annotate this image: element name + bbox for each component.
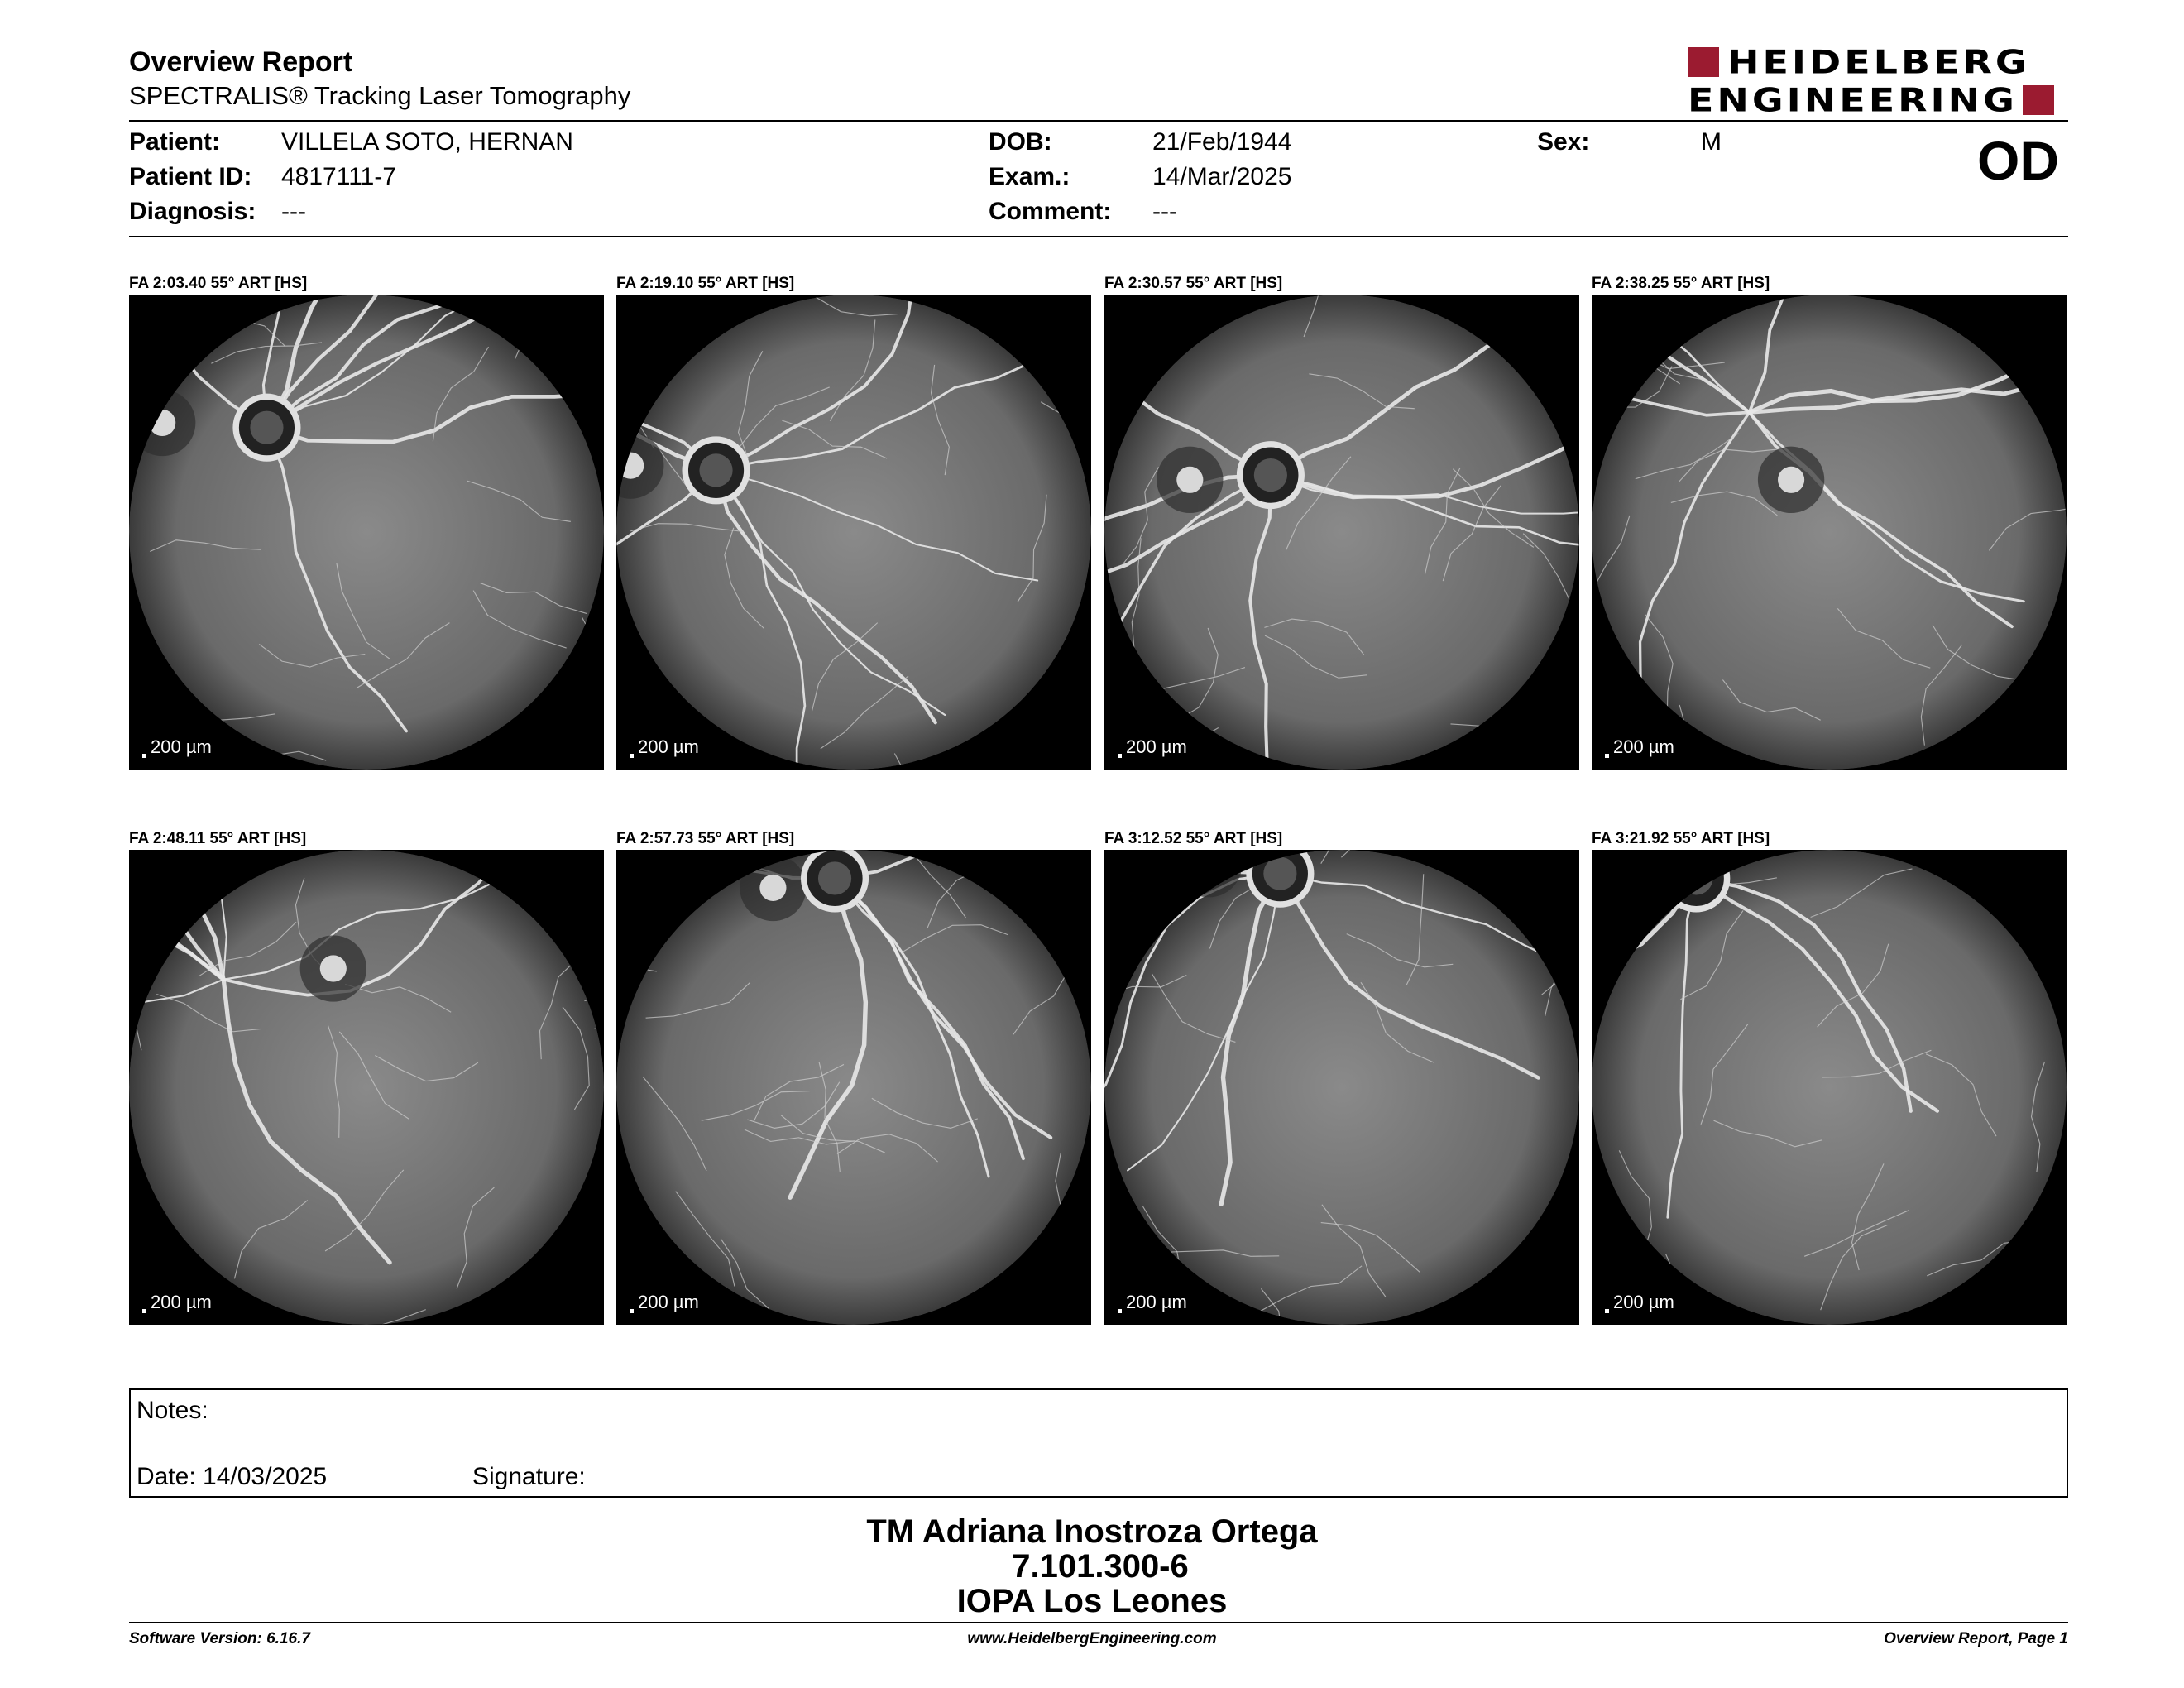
comment-value: --- <box>1152 198 1177 225</box>
fundus-render <box>1104 295 1579 770</box>
fundus-render <box>129 850 604 1325</box>
image-caption: FA 2:48.11 55° ART [HS] <box>129 830 307 847</box>
logo-red-square-icon <box>1688 47 1719 77</box>
logo-word-heidelberg: HEIDELBERG <box>1727 43 2030 81</box>
exam-value: 14/Mar/2025 <box>1152 163 1292 190</box>
report-subtitle: SPECTRALIS® Tracking Laser Tomography <box>129 81 631 110</box>
dob-label: DOB: <box>989 128 1052 156</box>
software-version: Software Version: 6.16.7 <box>129 1630 310 1647</box>
patient-name: VILLELA SOTO, HERNAN <box>281 128 573 156</box>
fundus-image[interactable] <box>1104 295 1579 770</box>
signer-institution: IOPA Los Leones <box>956 1583 1228 1619</box>
diagnosis-label: Diagnosis: <box>129 198 256 225</box>
fundus-image[interactable] <box>129 850 604 1325</box>
patient-label: Patient: <box>129 128 221 156</box>
signer-name: TM Adriana Inostroza Ortega <box>866 1513 1318 1550</box>
exam-label: Exam.: <box>989 163 1070 190</box>
logo-red-square-icon <box>2023 85 2054 115</box>
scale-bar: 200 µm <box>1605 1292 1674 1313</box>
header-divider <box>129 120 2068 122</box>
fundus-render <box>1104 850 1579 1325</box>
footer-divider <box>129 1622 2068 1623</box>
scale-bar: 200 µm <box>630 736 699 758</box>
logo-row-2 <box>1688 83 2054 117</box>
fundus-image[interactable] <box>616 295 1091 770</box>
dob-value: 21/Feb/1944 <box>1152 128 1292 156</box>
fundus-image[interactable] <box>1592 295 2067 770</box>
comment-label: Comment: <box>989 198 1112 225</box>
image-caption: FA 2:30.57 55° ART [HS] <box>1104 275 1283 292</box>
sex-value: M <box>1701 128 1722 156</box>
image-caption: FA 3:12.52 55° ART [HS] <box>1104 830 1283 847</box>
fundus-render <box>616 295 1091 770</box>
notes-box[interactable] <box>129 1388 2068 1498</box>
fundus-image[interactable] <box>129 295 604 770</box>
fundus-image[interactable] <box>616 850 1091 1325</box>
scale-bar: 200 µm <box>1605 736 1674 758</box>
logo-word-engineering: ENGINEERING <box>1688 81 2018 119</box>
diagnosis-value: --- <box>281 198 306 225</box>
sex-label: Sex: <box>1537 128 1590 156</box>
eye-laterality: OD <box>1977 130 2059 191</box>
image-caption: FA 2:57.73 55° ART [HS] <box>616 830 795 847</box>
image-caption: FA 2:19.10 55° ART [HS] <box>616 275 795 292</box>
page-number: Overview Report, Page 1 <box>1884 1630 2068 1647</box>
heidelberg-logo <box>1688 45 2068 119</box>
patient-id-label: Patient ID: <box>129 163 252 190</box>
fundus-image[interactable] <box>1104 850 1579 1325</box>
fundus-render <box>1592 850 2067 1325</box>
image-caption: FA 2:03.40 55° ART [HS] <box>129 275 308 292</box>
date-label: Date: 14/03/2025 <box>136 1463 328 1490</box>
patient-divider <box>129 236 2068 237</box>
fundus-render <box>616 850 1091 1325</box>
fundus-render <box>129 295 604 770</box>
logo-row-1 <box>1688 45 2030 79</box>
notes-label: Notes: <box>136 1397 208 1424</box>
image-caption: FA 2:38.25 55° ART [HS] <box>1592 275 1770 292</box>
report-title: Overview Report <box>129 46 353 78</box>
scale-bar: 200 µm <box>142 1292 212 1313</box>
patient-id: 4817111-7 <box>281 163 397 190</box>
scale-bar: 200 µm <box>630 1292 699 1313</box>
website-link[interactable]: www.HeidelbergEngineering.com <box>967 1630 1217 1647</box>
signer-rut: 7.101.300-6 <box>1012 1548 1189 1585</box>
signature-label: Signature: <box>472 1463 586 1490</box>
fundus-render <box>1592 295 2067 770</box>
scale-bar: 200 µm <box>1118 1292 1187 1313</box>
scale-bar: 200 µm <box>1118 736 1187 758</box>
image-caption: FA 3:21.92 55° ART [HS] <box>1592 830 1770 847</box>
fundus-image[interactable] <box>1592 850 2067 1325</box>
scale-bar: 200 µm <box>142 736 212 758</box>
